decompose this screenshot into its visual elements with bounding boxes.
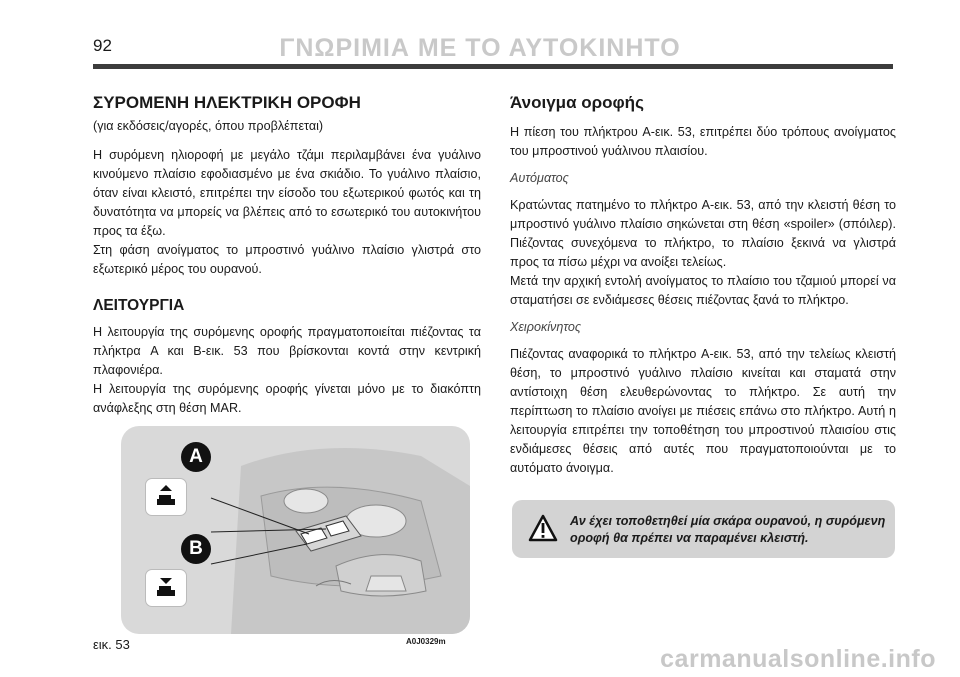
right-column [510, 93, 896, 478]
label-b: B [181, 534, 211, 564]
operation-heading: ΛΕΙΤΟΥΡΓΙΑ [93, 297, 185, 314]
running-title: ΓΝΩΡΙΜΙΑ ΜΕ ΤΟ ΑΥΤΟΚΙΝΗΤΟ [279, 34, 681, 62]
intro-paragraph-2: Στη φάση ανοίγματος το μπροστινό γυάλινο πλαίσιο γλιστρά στο εξωτερικό μέρος του ουρανού. [93, 243, 481, 276]
automatic-heading: Αυτόματος [510, 171, 569, 185]
figure-code: A0J0329m [406, 637, 446, 646]
manual-heading: Χειροκίνητος [510, 320, 581, 334]
figure-53 [121, 426, 470, 634]
opening-paragraph: Η πίεση του πλήκτρου A-εικ. 53, επιτρέπει δύο τρόπους ανοίγματος του μπροστινού γυάλινου πλαισίου. [510, 125, 896, 158]
automatic-paragraph-2: Μετά την αρχική εντολή ανοίγματος το πλαίσιο του τζαμιού μπορεί να σταματήσει σε ενδιάμεσες θέσεις πιέζοντας ξανά το πλήκτρο. [510, 274, 896, 307]
automatic-paragraph-1: Κρατώντας πατημένο το πλήκτρο A-εικ. 53, από την κλειστή θέση το μπροστινό γυάλινο πλαίσιο σηκώνεται στη θέση «spoiler» (σπόιλερ). Πιέζοντας συνεχόμενα το πλήκτρο, το πλαίσιο ξεκινά να γλιστρά προς τα πίσω μέχρι να ανοίξει τελείως. [510, 198, 896, 269]
watermark: carmanualsonline.info [660, 645, 936, 673]
left-column [93, 93, 481, 418]
warning-box [512, 500, 895, 558]
figure-caption: εικ. 53 [93, 637, 130, 652]
manual-paragraph: Πιέζοντας αναφορικά το πλήκτρο A-εικ. 53, από την τελείως κλειστή θέση, το μπροστινό γυάλινο πλαίσιο κινείται και σταματά στην αντίστοιχη θέση ελευθερώνοντας το πλήκτρο. Σε αυτή την περίπτωση το πλαίσιο ανοίγει με πιέσεις επάνω στο πλήκτρο. Αυτή η λειτουργία επιτρέπει την τοποθέτηση του μπροστινού πλαισίου στις ενδιάμεσες θέσεις από αυτές που πραγματοποιούνται με το αυτόματο άνοιγμα. [510, 347, 896, 475]
warning-text: Αν έχει τοποθετηθεί μία σκάρα ουρανού, η συρόμενη οροφή θα πρέπει να παραμένει κλειστή. [570, 514, 886, 545]
intro-paragraph-1: Η συρόμενη ηλιοροφή με μεγάλο τζάμι περιλαμβάνει ένα γυάλινο κινούμενο πλαίσιο εφοδιασμένο με ένα σκιάδιο. Το γυάλινο πλαίσιο, όταν είναι κλειστό, επιτρέπει την είσοδο του εξωτερικού φωτός και τη δυνατότητα να μπορείς να βλέπεις από το εσωτερικό του αυτοκινήτου προς τα έξω. [93, 148, 481, 238]
button-a-open-icon [145, 478, 187, 516]
header-rule [93, 64, 893, 69]
section-subtitle: (για εκδόσεις/αγορές, όπου προβλέπεται) [93, 119, 324, 133]
button-b-close-icon [145, 569, 187, 607]
opening-title: Άνοιγμα οροφής [510, 93, 644, 112]
page-number: 92 [93, 36, 112, 55]
label-a: A [181, 442, 211, 472]
warning-triangle-icon [528, 514, 558, 547]
operation-paragraph-2: Η λειτουργία της συρόμενης οροφής γίνεται μόνο με το διακόπτη ανάφλεξης στη θέση MAR. [93, 382, 481, 415]
section-title: ΣΥΡΟΜΕΝΗ ΗΛΕΚΤΡΙΚΗ ΟΡΟΦΗ [93, 93, 361, 112]
operation-paragraph-1: Η λειτουργία της συρόμενης οροφής πραγματοποιείται πιέζοντας τα πλήκτρα A και B-εικ. 53 που βρίσκονται κοντά στην κεντρική πλαφονιέρα. [93, 325, 481, 377]
